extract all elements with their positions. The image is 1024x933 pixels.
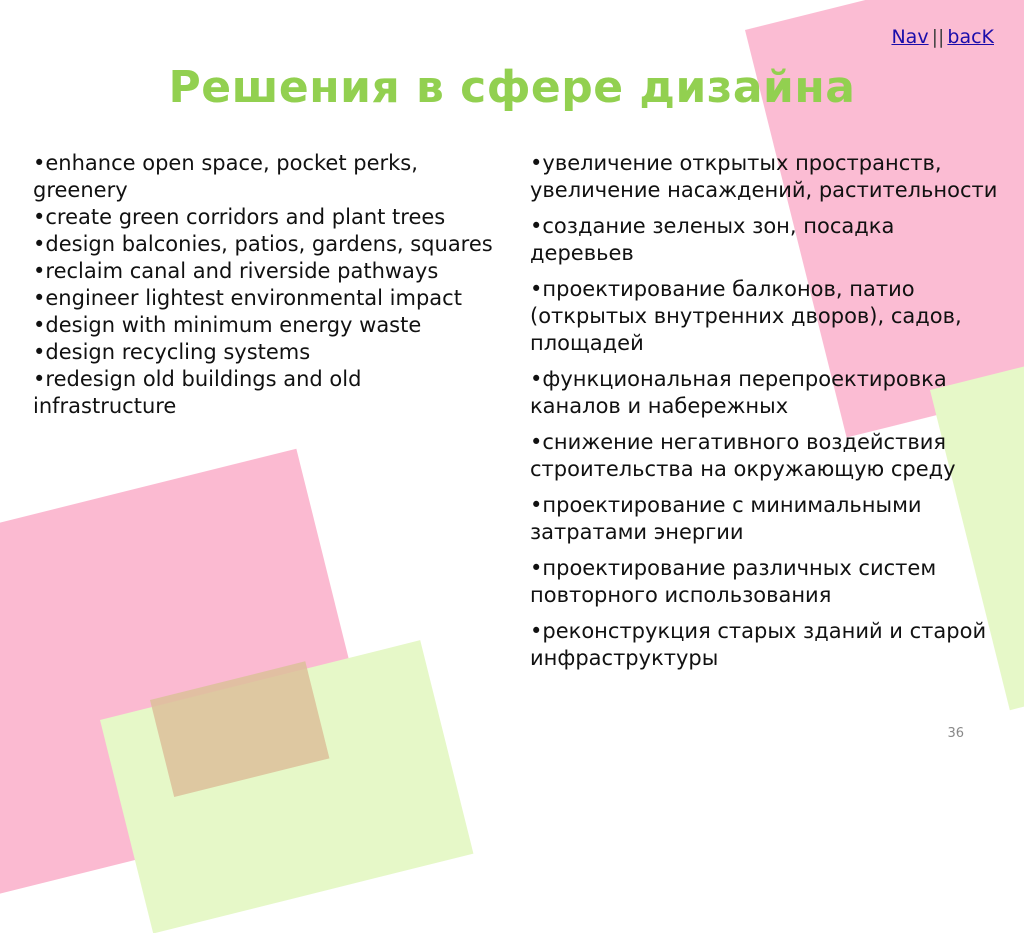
list-item: • создание зеленых зон, посадка деревьев bbox=[530, 213, 1000, 267]
list-item: • реконструкция старых зданий и старой инфраструктуры bbox=[530, 618, 1000, 672]
list-item: • проектирование различных систем повторного использования bbox=[530, 555, 1000, 609]
list-item: • reclaim canal and riverside pathways bbox=[33, 258, 493, 285]
russian-list-column bbox=[530, 150, 1000, 681]
list-item: • design with minimum energy waste bbox=[33, 312, 493, 339]
list-item: • redesign old buildings and old infrastructure bbox=[33, 366, 493, 420]
nav-separator: || bbox=[931, 26, 945, 48]
nav-link[interactable]: Nav bbox=[891, 26, 929, 48]
list-item: • функциональная перепроектировка каналов и набережных bbox=[530, 366, 1000, 420]
list-item: • create green corridors and plant trees bbox=[33, 204, 493, 231]
slide-title: Решения в сфере дизайна bbox=[168, 62, 856, 113]
back-link[interactable]: bacK bbox=[947, 26, 994, 48]
list-item: • увеличение открытых пространств, увеличение насаждений, растительности bbox=[530, 150, 1000, 204]
list-item: • снижение негативного воздействия строительства на окружающую среду bbox=[530, 429, 1000, 483]
english-list-column bbox=[33, 150, 493, 420]
list-item: • engineer lightest environmental impact bbox=[33, 285, 493, 312]
list-item: • design recycling systems bbox=[33, 339, 493, 366]
list-item: • проектирование с минимальными затратами энергии bbox=[530, 492, 1000, 546]
list-item: • проектирование балконов, патио (открытых внутренних дворов), садов, площадей bbox=[530, 276, 1000, 357]
page-number: 36 bbox=[947, 726, 964, 741]
nav-bar bbox=[891, 26, 994, 48]
list-item: • design balconies, patios, gardens, squares bbox=[33, 231, 493, 258]
list-item: • enhance open space, pocket perks, greenery bbox=[33, 150, 493, 204]
